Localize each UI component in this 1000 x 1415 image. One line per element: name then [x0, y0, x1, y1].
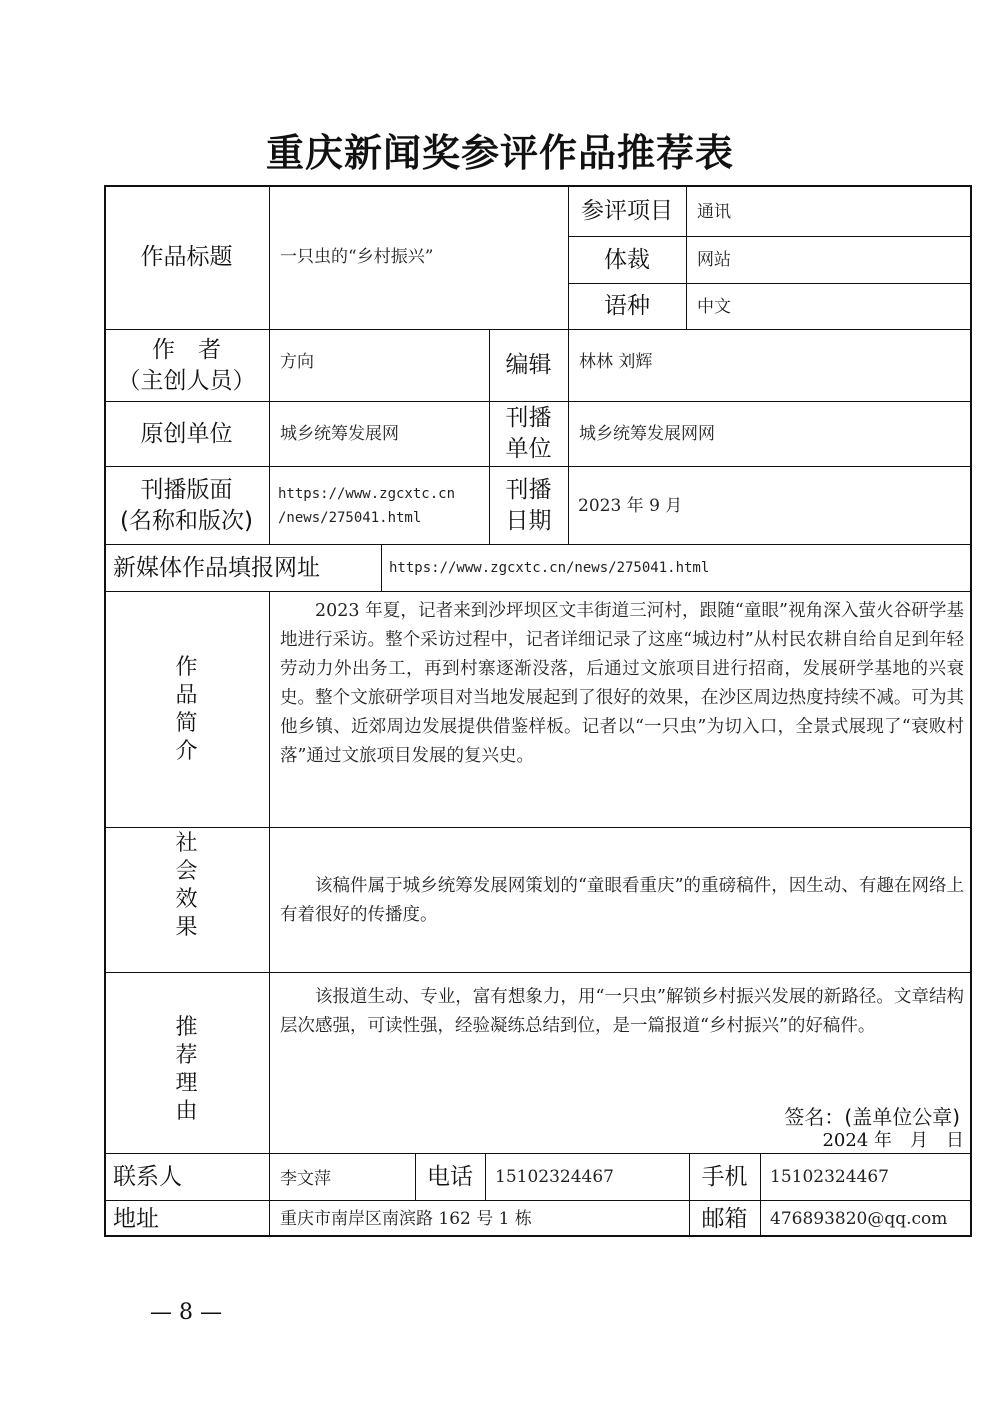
reason-label-char: 理	[175, 1071, 198, 1096]
new-media-url-label: 新媒体作品填报网址	[113, 554, 320, 581]
social-effect-text: 该稿件属于城乡统筹发展网策划的“童眼看重庆”的重磅稿件，因生动、有趣在网络上有着很好的传播度。	[280, 876, 964, 925]
layout-label	[104, 467, 269, 544]
email-label: 邮箱	[701, 1205, 748, 1232]
signature: 签名：(盖单位公章)	[784, 1105, 960, 1129]
sign-date: 2024 年 月 日	[822, 1130, 964, 1151]
original-unit-value: 城乡统筹发展网	[280, 424, 399, 444]
category-value: 通讯	[697, 201, 731, 222]
work-title-value: 一只虫的“乡村振兴”	[280, 247, 434, 267]
social-effect-label-char: 果	[175, 915, 198, 940]
original-unit-label: 原创单位	[140, 420, 233, 447]
col-divider	[381, 544, 382, 591]
summary-label	[104, 592, 269, 827]
language-label: 语种	[604, 293, 650, 319]
broadcast-date-label	[489, 467, 568, 544]
contact-label: 联系人	[113, 1163, 182, 1190]
phone-value: 15102324467	[495, 1167, 614, 1187]
broadcast-unit-label	[489, 402, 568, 466]
author-value: 方向	[280, 352, 314, 372]
mobile-label: 手机	[701, 1163, 748, 1190]
broadcast-unit-label-line2: 单位	[505, 436, 552, 462]
col-divider	[686, 185, 687, 329]
editor-label: 编辑	[505, 352, 552, 378]
author-label-line2: （主创人员）	[117, 367, 256, 394]
author-label-line1: 作 者	[152, 336, 221, 363]
col-divider	[760, 1153, 761, 1237]
author-label	[104, 330, 269, 401]
page-number: — 8 —	[150, 1300, 222, 1325]
broadcast-date-label-line1: 刊播	[505, 476, 552, 503]
contact-value: 李文萍	[280, 1169, 331, 1189]
layout-label-line1: 刊播版面	[140, 476, 233, 503]
col-divider	[485, 1153, 486, 1200]
reason-label-char: 由	[175, 1099, 198, 1124]
broadcast-unit-label-line1: 刊播	[505, 405, 552, 431]
col-divider	[568, 329, 569, 544]
email-value: 476893820@qq.com	[770, 1209, 948, 1229]
reason-label-char: 推	[175, 1015, 198, 1040]
broadcast-unit-value: 城乡统筹发展网网	[579, 424, 715, 444]
social-effect-label-char: 社	[175, 831, 198, 856]
summary-label-char: 介	[175, 738, 198, 764]
editor-value: 林林 刘辉	[579, 352, 653, 372]
genre-value: 网站	[697, 250, 731, 270]
col-divider	[269, 185, 270, 544]
category-label: 参评项目	[581, 198, 673, 224]
address-value: 重庆市南岸区南滨路 162 号 1 栋	[280, 1209, 532, 1229]
page-title: 重庆新闻奖参评作品推荐表	[265, 131, 734, 175]
work-title-label: 作品标题	[140, 243, 233, 270]
social-effect-label-char: 会	[175, 859, 198, 884]
social-effect-label	[104, 828, 269, 972]
mobile-value: 15102324467	[770, 1167, 889, 1187]
genre-label: 体裁	[604, 246, 650, 273]
new-media-url-value: https://www.zgcxtc.cn/news/275041.html	[389, 560, 710, 576]
address-label: 地址	[113, 1205, 159, 1232]
broadcast-date-label-line2: 日期	[505, 507, 552, 534]
summary-label-char: 简	[175, 710, 198, 736]
phone-label: 电话	[427, 1163, 473, 1190]
layout-label-line2: (名称和版次)	[120, 507, 253, 534]
summary-label-char: 作	[175, 654, 198, 680]
reason-label-char: 荐	[175, 1043, 198, 1068]
col-divider	[269, 591, 270, 1237]
layout-value	[278, 467, 488, 544]
language-value: 中文	[697, 296, 731, 317]
reason-label	[104, 973, 269, 1153]
layout-value-line1: https://www.zgcxtc.cn	[278, 485, 456, 502]
broadcast-date-value: 2023 年 9 月	[578, 495, 683, 516]
summary-label-char: 品	[175, 682, 198, 708]
summary-text: 2023 年夏，记者来到沙坪坝区文丰街道三河村，跟随“童眼”视角深入萤火谷研学基地进行采访。整个采访过程中，记者详细记录了这座“城边村”从村民农耕自给自足到年轻劳动力外出务工，再到村寨逐渐没落，后通过文旅项目进行招商，发展研学基地的兴衰史。整个文旅研学项目对当地发展起到了很好的效果，在沙区周边热度持续不减。可为其他乡镇、近郊周边发展提供借鉴样板。记者以“一只虫”为切入口，全景式展现了“衰败村落”通过文旅项目发展的复兴史。	[280, 601, 964, 766]
reason-text: 该报道生动、专业，富有想象力，用“一只虫”解锁乡村振兴发展的新路径。文章结构层次感强，可读性强，经验凝练总结到位，是一篇报道“乡村振兴”的好稿件。	[280, 987, 964, 1036]
social-effect-label-char: 效	[175, 887, 198, 912]
layout-value-line2: /news/275041.html	[278, 509, 422, 526]
